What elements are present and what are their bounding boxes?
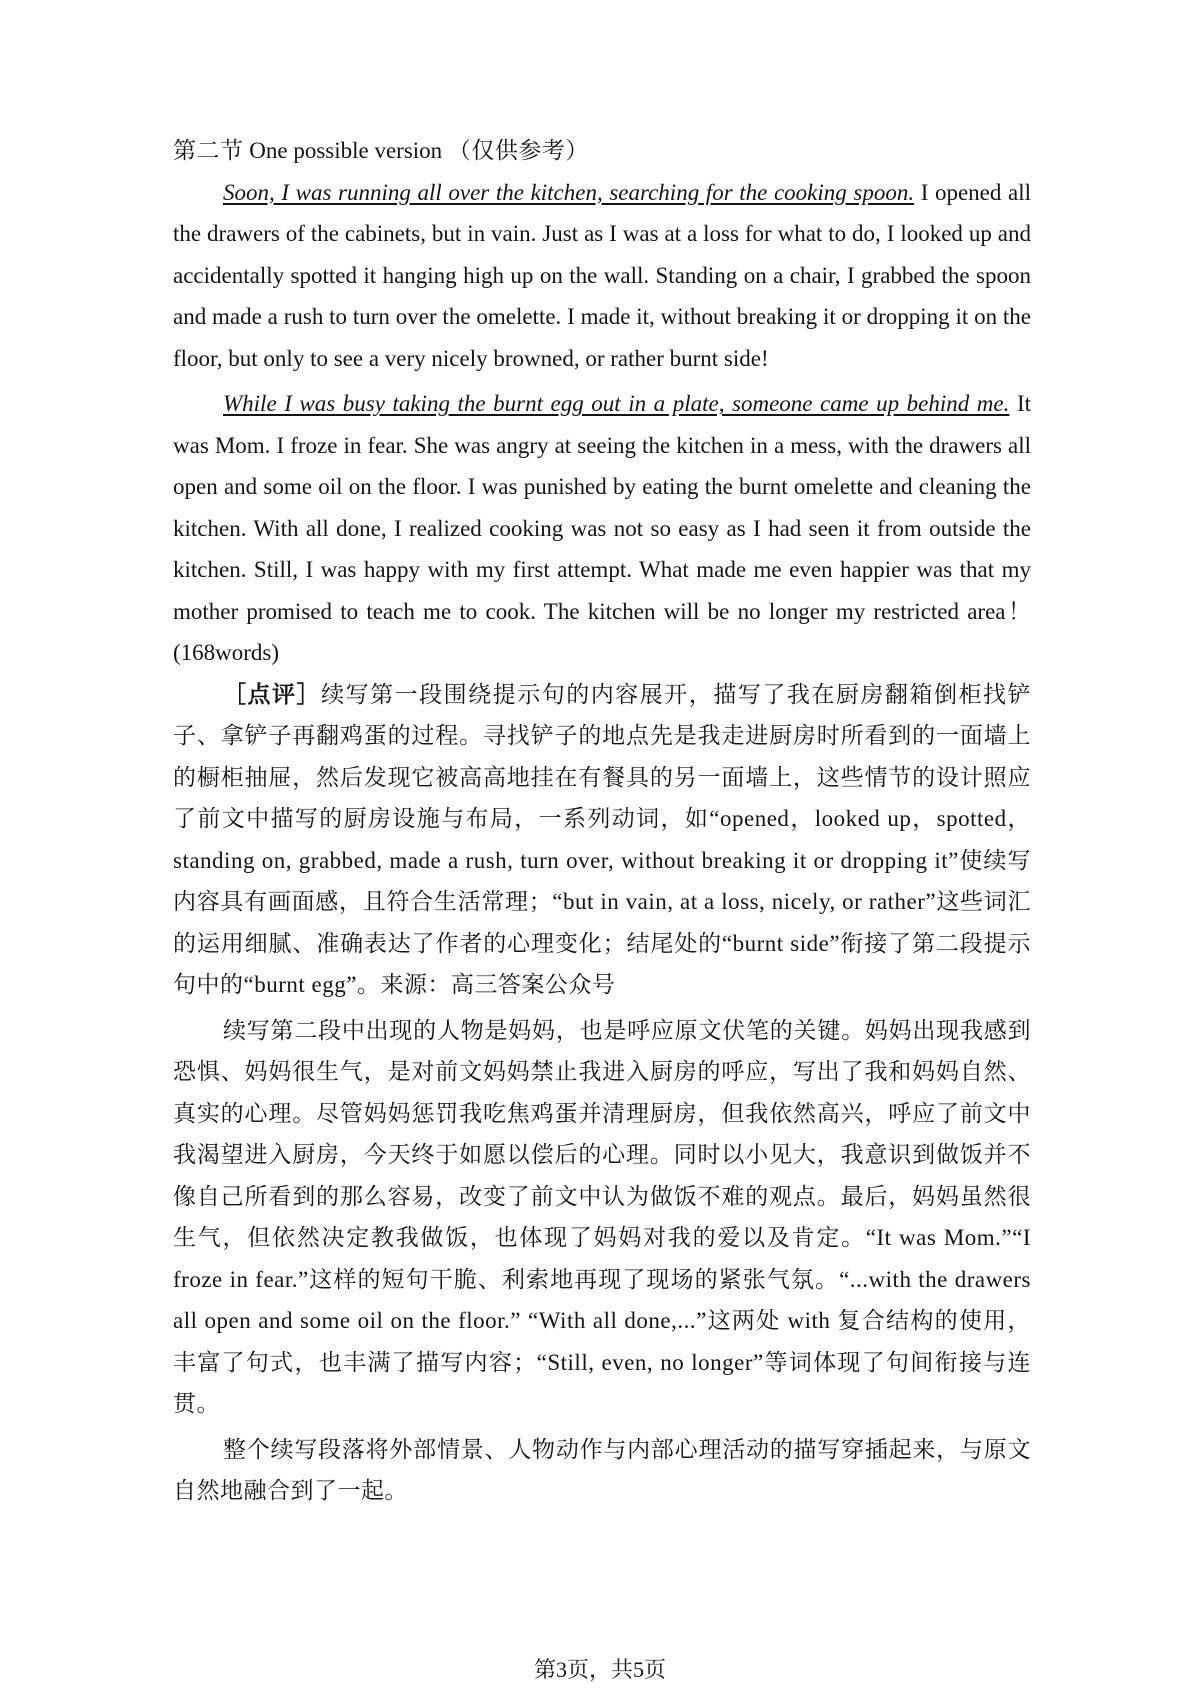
section-heading-note: （仅供参考） (447, 138, 589, 163)
commentary (173, 674, 1031, 1512)
commentary-tag: ［点评］ (223, 681, 322, 707)
model-essay (173, 172, 1031, 674)
page-footer: 第3页，共5页 (533, 1657, 666, 1682)
commentary-paragraph-1 (173, 674, 1031, 1006)
section-heading-prefix: 第二节 (173, 138, 244, 163)
essay-paragraph-2-text: It was Mom. I froze in fear. She was angry at seeing the kitchen in a mess, with the drawers all open and some oil on the floor. I was punished by eating the burnt omelette and cleaning the kitchen. With all done, I realized cooking was not so easy as I had seen it from outside the kitchen. Still, I was happy with my first attempt. What made me even happier was that my mother promised to teach me to cook. The kitchen will be no longer my restricted area！(168words) (173, 391, 1031, 665)
essay-paragraph-1-text: I opened all the drawers of the cabinets, but in vain. Just as I was at a loss for what to do, I looked up and accidentally spotted it hanging high up on the wall. Standing on a chair, I grabbed the spoon and made a rush to turn over the omelette. I made it, without breaking it or dropping it on the floor, but only to see a very nicely browned, or rather burnt side! (173, 179, 1031, 371)
essay-paragraph-1-prompt: Soon, I was running all over the kitchen, searching for the cooking spoon. (223, 179, 915, 205)
commentary-paragraph-3: 整个续写段落将外部情景、人物动作与内部心理活动的描写穿插起来，与原文自然地融合到了一起。 (173, 1436, 1031, 1503)
section-heading (173, 130, 1031, 172)
commentary-paragraph-2: 续写第二段中出现的人物是妈妈，也是呼应原文伏笔的关键。妈妈出现我感到恐惧、妈妈很生气，是对前文妈妈禁止我进入厨房的呼应，写出了我和妈妈自然、真实的心理。尽管妈妈惩罚我吃焦鸡蛋并清理厨房，但我依然高兴，呼应了前文中我渴望进入厨房，今天终于如愿以偿后的心理。同时以小见大，我意识到做饭并不像自己所看到的那么容易，改变了前文中认为做饭不难的观点。最后，妈妈虽然很生气，但依然决定教我做饭，也体现了妈妈对我的爱以及肯定。“It was Mom.”“I froze in fear.”这样的短句干脆、利索地再现了现场的紧张气氛。“...with the drawers all open and some oil on the floor.” “With all done,...”这两处 with 复合结构的使用，丰富了句式，也丰满了描写内容；“Still, even, no longer”等词体现了句间衔接与连贯。 (173, 1017, 1031, 1416)
essay-paragraph-2 (173, 383, 1031, 674)
essay-paragraph-1 (173, 172, 1031, 380)
page-content (173, 130, 1031, 1512)
essay-paragraph-2-prompt: While I was busy taking the burnt egg out in a plate, someone came up behind me. (223, 391, 1010, 416)
section-heading-title: One possible version (249, 138, 443, 163)
commentary-paragraph-1-text: 续写第一段围绕提示句的内容展开，描写了我在厨房翻箱倒柜找铲子、拿铲子再翻鸡蛋的过程。寻找铲子的地点先是我走进厨房时所看到的一面墙上的橱柜抽屉，然后发现它被高高地挂在有餐具的另一面墙上，这些情节的设计照应了前文中描写的厨房设施与布局，一系列动词，如“opened，looked up，spotted，standing on, grabbed, made a rush, turn over, without breaking it or dropping it”使续写内容具有画面感，且符合生活常理；“but in vain, at a loss, nicely, or rather”这些词汇的运用细腻、准确表达了作者的心理变化；结尾处的“burnt side”衔接了第二段提示句中的“burnt egg”。来源：高三答案公众号 (173, 681, 1031, 997)
